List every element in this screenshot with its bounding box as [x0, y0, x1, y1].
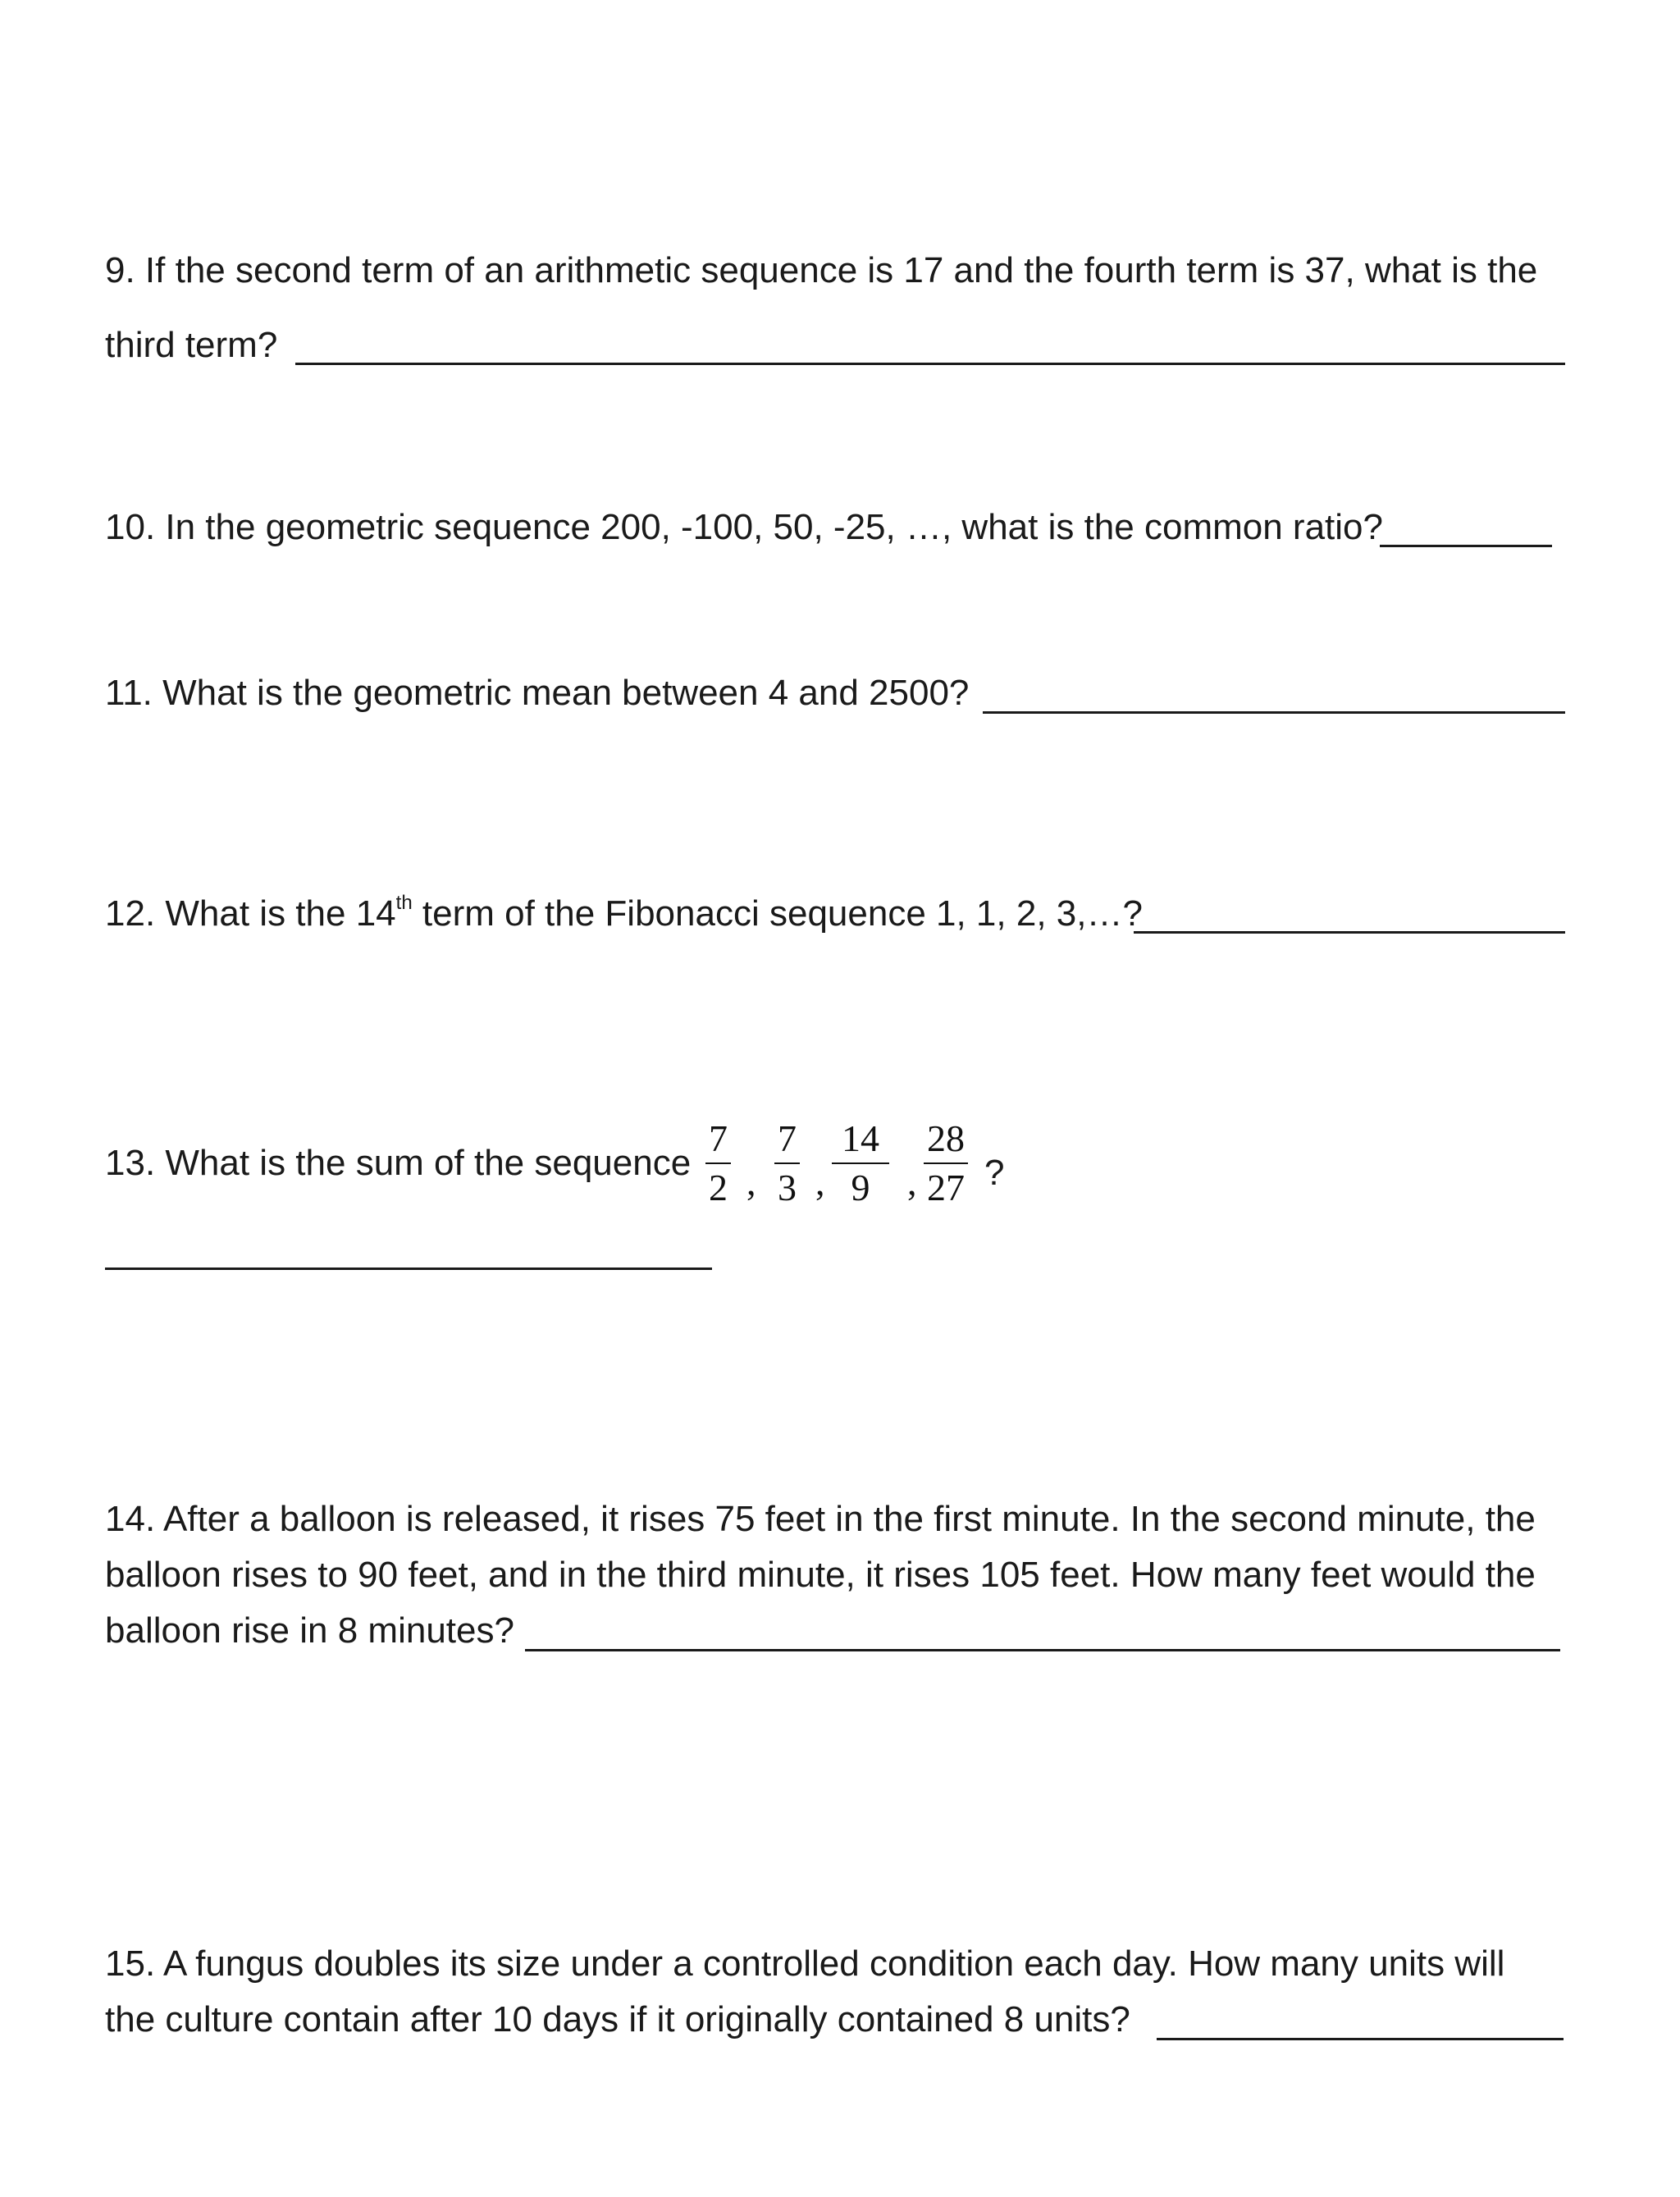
q13-answer-blank[interactable] [105, 1268, 712, 1270]
q12-superscript: th [395, 892, 413, 914]
fraction-bar [924, 1162, 968, 1164]
numerator: 7 [778, 1117, 797, 1159]
fraction-bar [774, 1162, 800, 1164]
fraction-bar [832, 1162, 889, 1164]
numerator: 7 [709, 1117, 728, 1159]
q13-comma: , [907, 1161, 917, 1203]
numerator: 28 [927, 1117, 965, 1159]
denominator: 27 [927, 1167, 965, 1208]
q14-line2: balloon rises to 90 feet, and in the third minute, it rises 105 feet. How many feet would the [105, 1555, 1536, 1595]
q9-line1: 9. If the second term of an arithmetic sequence is 17 and the fourth term is 37, what is the [105, 250, 1538, 290]
q10-answer-blank[interactable] [1380, 545, 1552, 547]
q9-answer-blank[interactable] [295, 363, 1565, 365]
q9-line2: third term? [105, 325, 278, 365]
q15-line1: 15. A fungus doubles its size under a controlled condition each day. How many units will [105, 1944, 1505, 1984]
fraction-bar [705, 1162, 731, 1164]
q13-comma: , [746, 1161, 756, 1203]
q13-fraction [924, 1117, 968, 1209]
q14-line3: balloon rise in 8 minutes? [105, 1610, 514, 1651]
denominator: 3 [778, 1167, 797, 1208]
q13-comma: , [815, 1161, 825, 1203]
q10-text: 10. In the geometric sequence 200, -100, 50, -25, …, what is the common ratio? [105, 507, 1383, 547]
q13-fraction [774, 1117, 800, 1209]
q15-line2: the culture contain after 10 days if it originally contained 8 units? [105, 1999, 1130, 2039]
q12-prefix: 12. What is the 14 [105, 893, 396, 934]
q12-text [105, 891, 1143, 937]
q13-question-mark: ? [984, 1153, 1005, 1193]
denominator: 2 [709, 1167, 728, 1208]
q11-answer-blank[interactable] [983, 711, 1565, 714]
numerator: 14 [842, 1117, 879, 1159]
q13-text: 13. What is the sum of the sequence [105, 1143, 692, 1183]
q12-answer-blank[interactable] [1134, 931, 1565, 934]
q15-answer-blank[interactable] [1157, 2038, 1564, 2040]
q13-fraction [832, 1117, 889, 1209]
q14-answer-blank[interactable] [525, 1649, 1560, 1651]
denominator: 9 [851, 1167, 870, 1208]
q12-suffix: term of the Fibonacci sequence 1, 1, 2, 3,…? [412, 893, 1143, 934]
q14-line1: 14. After a balloon is released, it rises 75 feet in the first minute. In the second minute, the [105, 1499, 1536, 1539]
q11-text: 11. What is the geometric mean between 4 and 2500? [105, 673, 970, 713]
q13-fraction [705, 1117, 731, 1209]
